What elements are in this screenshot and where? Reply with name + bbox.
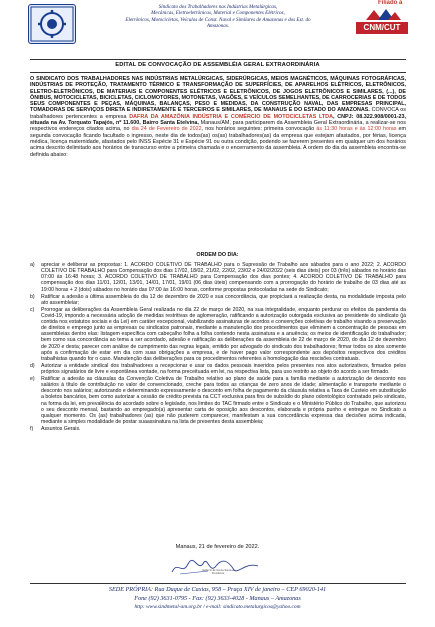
footer-phone: Fone (92) 3631-0795 - Fax: (92) 3633-4028 - Manaus – Amazonas <box>134 594 301 602</box>
convocation-paragraph <box>30 76 406 158</box>
agenda-item <box>30 294 406 306</box>
item-marker: c) <box>30 306 35 313</box>
agenda-list <box>30 262 406 433</box>
union-logo-icon <box>28 4 76 44</box>
footer-address: SEDE PRÓPRIA: Rua Duque de Caxias, 958 – Praça XIV de janeiro – CEP 69020-141 <box>108 586 327 593</box>
cnm-cut-brand: CNM/CUT <box>356 22 408 34</box>
footer-web-email[interactable]: http: www.sindmetal-am.org.br / e-mail: sindicato.metalurgicos@yahoo.com <box>134 604 301 610</box>
order-of-day-title: ORDEM DO DIA: <box>196 252 239 258</box>
intro-text: em segunda convocação ficando facultado o ingresso, neste dia de todos(as) os(as) trabalhadores(as) da empresa que estejam afastados, por férias, licença médica, licença maternidade, afastados pelo INSS Espécie 31 e Espécie 91 ou outra condição, podendo se fazerem presentes em qualquer um dos horários acima descrito delimitado aos horários de transcurso entre a primeira chamada e o encerramento da assembleia. A ordem do dia da assembleia encontra-se definida abaixo: <box>30 126 406 158</box>
item-text: apreciar e deliberar as propostas: 1. ACORDO COLETIVO DE TRABALHO para o Supressão de Trabalho aos sábados para o ano 2022; 2. ACORDO COLETIVO DE TRABALHO para Compensação dos dias 17/02, 18/02, 21/02, 22/02, 23/02 e 24/02/2022 (seis dias úteis) por 03 (três) sábados no horário das 07:00 às 16:48 horas; 3. ACORDO COLETIVO DE TRABALHO para Compensação dos dias pontes; 4. ACORDO COLETIVO DE TRABALHO para compensação dos dias 11/01, 12/01, 13/01, 14/01, 17/01, 19/01 (06 dias úteis) compensando com a prorrogação do horário de trabalho de 03 dias até as 19:00 horas + 2 (dois) sábados no horário das 07:00 às 16:00 horas, conforme propostas protocoladas na sede do Sindicato; <box>41 262 406 293</box>
item-marker: b) <box>30 293 35 300</box>
union-name: O SINDICATO DOS TRABALHADORES NAS INDÚSTRIAS METALÚRGICAS, SIDERÚRGICAS, MEIOS MAGNÉTICOS, MÁQUINAS FOTOGRÁFICAS, INDÚSTRIAS DE PROTEÇÃO, TRATAMENTO TÉRMICO E TRANSFORMAÇÃO DE SUPERFÍCIES, DE APARELHOS ELÉTRICOS, ELETRÔNICOS, ELETRO-ELETRÔNICOS, DE MATERIAIS E COMPONENTES ELÉTRICOS E ELETRÔNICOS, DE JOGOS ELETRÔNICOS E SIMILARES, (...), DE ÔNIBUS, MOTOCICLETAS, BICICLETAS, CICLOMOTORES, MOTONETAS, VAGÕES, E VEÍCULOS SEMELHANTES, DE CARROCERIAS E DE TODOS SEUS COMPONENTES E PEÇAS, MÁQUINAS, BALANÇAS, PESO E MEDIDAS, DA CONSTRUÇÃO NAVAL, DAS EMPRESAS PRINCIPAL, TOMADORAS DE SERVIÇOS DIRETA E INDIRETAMENTE E TERCEIROS E SIMILARES, DE MANAUS E DO ESTADO DO AMAZONAS. <box>30 76 406 114</box>
item-text: Autorizar a entidade sindical dos trabalhadores a recepcionar e usar os dados pessoais inseridos pelos presentes nos atos autorizativos, firmados pelos próprios signatários de livre e espontânea vontade, na forma preceituada em lei, na respectiva lista, para uso restrito ao objeto do acordo a ser firmado. <box>41 362 406 376</box>
assembly-date: dia 24 de Fevereiro de 2022 <box>131 126 202 133</box>
header-line: Eletrônicos, Motocicletas, Veículos de Const. Naval e Similares de Amazonas e dos Est. do <box>125 16 311 23</box>
item-text: Ratificar a adesão as cláusulas da Convenção Coletiva de Trabalho relativo ao plano de saúde para a família mediante a autorização de desconto nos salários à título de contribuição no valor de convencionado, creche para todos as crianças de zero anos de idade; alimentação e transporte mediante o desconto nos salários; autorizando e determinando expressamente o desconto em folha de pagamento da cláusula relativa a Taxa de Custeio em substituição a boletos bancários, bem como autorizar a cessão de crédito prevista na CCT exclusiva para fins de subsídio do plano odontológico contratado pelo sindicato, na forma da lei, em prevalência do acordado sobre o legislado, nos limites do TAC firmado entre o Sindicato e o Ministério Público do Trabalho, que autorizou o seu desconto mensal, bastando ao empregado(a) apresentar carta de oposição aos descontos, elaborada e própria punho e entregue no Sindicato a qualquer momento. Os (as) trabalhadores (as) que não puderem comparecer, manifestam a sua concordância expressa das decisões acima indicada, mediante a simples modalidade de postar suaassinatura na lista de presentes desta assembleia; <box>41 376 406 426</box>
footer <box>0 586 435 612</box>
header-line: Mecânicas, Eletroeletrônicas, Material e Componentes Elétricos, <box>151 10 285 17</box>
item-marker: f) <box>30 426 34 433</box>
union-header-text <box>96 4 340 29</box>
footer-divider <box>30 583 406 584</box>
intro-text: Manaus/AM, para participarem da Assembleia Geral Extraordinária, a realizar-se nos respectivos endereços citados acima, no <box>30 120 406 133</box>
agenda-item <box>30 262 406 293</box>
agenda-item <box>30 363 406 375</box>
affiliation-label: Filiado à <box>378 0 403 6</box>
agenda-item <box>30 307 406 362</box>
cnm-cut-logo-icon <box>354 0 410 40</box>
item-marker: a) <box>30 262 35 268</box>
item-marker: d) <box>30 362 35 369</box>
item-marker: e) <box>30 376 35 382</box>
document-title: EDITAL DE CONVOCAÇÃO DE ASSEMBLÉIA GERAL EXTRAORDINÁRIA <box>115 62 320 68</box>
header-line: Amazonas. <box>206 22 230 29</box>
title-divider <box>30 72 406 73</box>
header-line: Sindicato dos Trabalhadores nas Indústrias Metalúrgicas, <box>158 4 278 10</box>
item-text: Assuntos Gerais. <box>41 426 81 433</box>
company-name: DAFRA DA AMAZÔNIA INDÚSTRIA E COMÉRCIO DE MOTOCICLETAS LTDA <box>129 113 333 120</box>
item-text: Ratificar a adesão a última assembleia do dia 12 de dezembro de 2020 e sua concordância, que propiciará a realização desta, na modalidade imposta pelo ato assembleiar; <box>41 293 406 306</box>
agenda-item <box>30 376 406 425</box>
assembly-times: às 11:30 horas e às 12:00 horas <box>316 126 397 133</box>
intro-text: CONVOCA os trabalhadores pertencentes a empresa <box>30 107 406 120</box>
intro-text: , nos horários seguintes: primeira convocação <box>201 126 317 133</box>
header-divider <box>30 59 406 60</box>
signature-caption: Valdemir de Souza Santana Presidente <box>201 569 235 575</box>
letterhead <box>0 0 435 58</box>
agenda-item <box>30 426 406 432</box>
document-date: Manaus, 21 de fevereiro de 2022. <box>175 544 260 550</box>
company-address: , CNPJ: 08.322.908/0001-23, situada na Av. Torquato Tapajós, nº 11.600, Bairro Santa Etelvina, <box>30 113 406 127</box>
item-text: Prorrogar as deliberações da Assembleia Geral realizada no dia 22 de março de 2020, na sua integralidade, enquanto perdurar os efeitos da pandemia da Covid-19, impondo a necessária adoção de medidas restritivas de aglomeração, ratificando a autorização outorgada exclusiva ao presidente do sindicato (já contida nos estatutos sociais e da Lei) em caráter excepcional, viabilizando assinaturas de acordos e convenções coletivas de trabalho visando a preservação de direitos e emprego junto as empresas ou sindicatos patronais, mediante a manutenção dos procedimentos que eliminem a concentração de pessoas em assembleias dentro elas: listagem específica com cabeçalho folha a folha contendo nesta assinatura e a anuência; os meios de identificação do trabalhador; bem como sua concordância ao tema a ser acordado, adesão e ratificação as deliberações da assembleia de 22 de março de 2020, do dia 12 de dezembro de 2020 e desta; parecer com análise de cumprimento das regras legais, emitido por advogado do sindicato dos trabalhadores; firmar todos os atos somente após a confirmação de estar em dia com suas obrigações a empresa, e de haver pago valor correspondente aos depósitos respectivos dos créditos trabalhistas quando for o caso. Manutenção das deliberações para os procedimentos referentes a homologação das rescisões contratuais. <box>41 306 406 362</box>
